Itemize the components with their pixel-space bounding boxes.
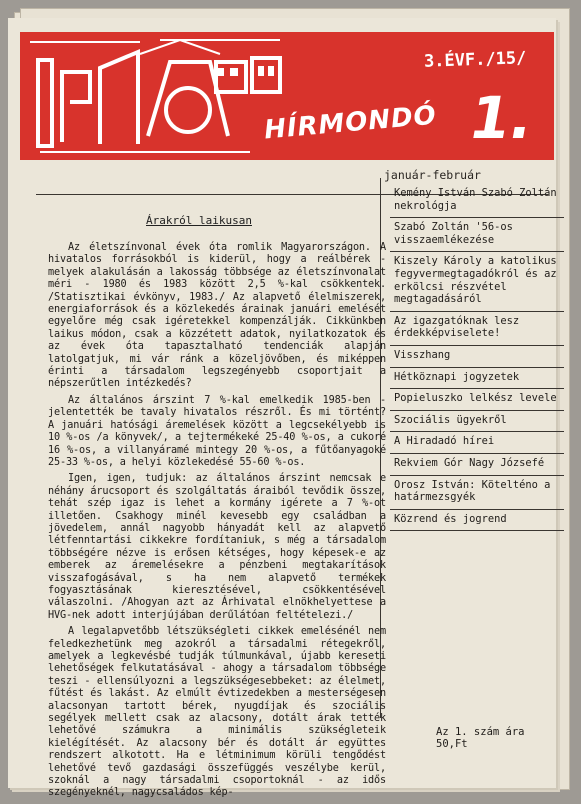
toc-item: Kemény István Szabó Zoltán nekrológja	[390, 184, 564, 218]
toc-item: Az igazgatóknak lesz érdekképviselete!	[390, 312, 564, 346]
issue-date: január-február	[384, 168, 481, 182]
toc-item: Rekviem Gór Nagy Józsefé	[390, 454, 564, 476]
logo-stroke	[38, 60, 52, 146]
article-paragraph: Az életszínvonal évek óta romlik Magyarországon. A hivatalos forrásokból is kiderül, hogy a reálbérek - melyek alakulásán a lakosság többsége az életszínvonalat méri - 1980 és 1983 között 2,5 %-kal csökkentek. /Statisztikai évkönyv, 1983./ Az alapvető élelmiszerek, energiaforrások és a közlekedés árainak januári emelését egyelőre még csak igéretekkel kompenzálják. Cikkünkben laikus módon, csak a közzétett adatok, nyilatkozatok és az évek óta tapasztalható tendenciák alapján latolgatjuk, mi vár ránk a közeljövőben, és miképpen érinti a társadalom legszegényebb csoportjait a népszerűtlen intézkedés?	[48, 242, 386, 390]
newsletter-page	[8, 18, 557, 799]
toc-item: Orosz István: Kötelténo a határmezsgyék	[390, 476, 564, 510]
toc-item: A Hiradadó hírei	[390, 432, 564, 454]
toc-item: Visszhang	[390, 346, 564, 368]
article-title: Árakról laikusan	[146, 214, 252, 227]
toc-item: Szociális ügyekről	[390, 411, 564, 433]
table-of-contents	[390, 184, 564, 531]
toc-item: Kiszely Károly a katolikus fegyvermegtagadókról és az erkölcsi részvétel megtagadásáról	[390, 252, 564, 311]
article-body	[48, 242, 386, 804]
toc-item: Popieluszko lelkész levele	[390, 389, 564, 411]
toc-item: Szabó Zoltán '56-os visszaemlékezése	[390, 218, 564, 252]
newsletter-title: HÍRMONDÓ	[263, 100, 438, 146]
toc-item: Közrend és jogrend	[390, 510, 564, 532]
toc-item: Hétköznapi jogyzetek	[390, 368, 564, 390]
article-paragraph: Igen, igen, tudjuk: az általános árszint nemcsak e néhány árucsoport és szolgáltatás áraiból tevődik össze, tehát szép igaz is lehet a kormány igérete a 7 %-ot illetően. Csakhogy minél kevesebb egy családban a jövedelem, annál nagyobb hányadát kell az alapvető létfenntartási cikkekre fordítaniuk, s még a társadalom többségére nézve is erősen kétséges, hogy képesek-e az emberek az áremelésekre a pénzbeni megtakarítások visszafogásával, s ha nem alapvető termékek fogyasztásának kieresztésével, csökkentésével válaszolni. /Ahogyan azt az Árhivatal elnökhelyettese a HVG-nek adott interjújában derűlátóan feltételezi./	[48, 473, 386, 621]
article-paragraph: Az általános árszint 7 %-kal emelkedik 1985-ben - jelentették be tavaly hivatalos részről. És mi történt? A januári hatósági áremelések között a legcsekélyebb is 10 %-os /a könyvek/, a tejtermékeké 25-40 %-os, a cukoré 16 %-os, a villanyáramé mintegy 20 %-os, a fűtőanyagoké 25-33 %-os, a helyi közlekedésé 55-60 %-os.	[48, 394, 386, 468]
issue-label: 3.ÉVF./15/	[423, 48, 527, 72]
article-paragraph: A legalapvetőbb létszükségleti cikkek emelésénél nem feledkezhetünk meg azokról a társadalmi rétegekről, amelyek a legkevésbé tudják túlmunkával, újabb kereseti lehetőségek felkutatásával - ahogy a társadalom többsége teszi - ellensúlyozni a legszükségesebbeket: az élelmet, fűtést és lakást. Az elmúlt évtizedekben a mesterségesen alacsonyan tartott bérek, nyugdíjak és szociális segélyek mellett csak az alacsony, dotált árak tették lehetővé számukra a minimális szükségleteik kielégítését. Az alacsony bér és dotált ár együttes rendszert alkotott. Ha e létminimum körüli tengődést lehetővé tevő gazdasági összefüggés veszélybe kerül, szoknál a nagy társadalmi csoportoknál - az idős szegényeknél, nagycsaládos kép-	[48, 626, 386, 799]
masthead	[20, 32, 554, 160]
issue-number: 1.	[463, 84, 538, 152]
price-label: Az 1. szám ára 50,Ft	[436, 726, 525, 750]
